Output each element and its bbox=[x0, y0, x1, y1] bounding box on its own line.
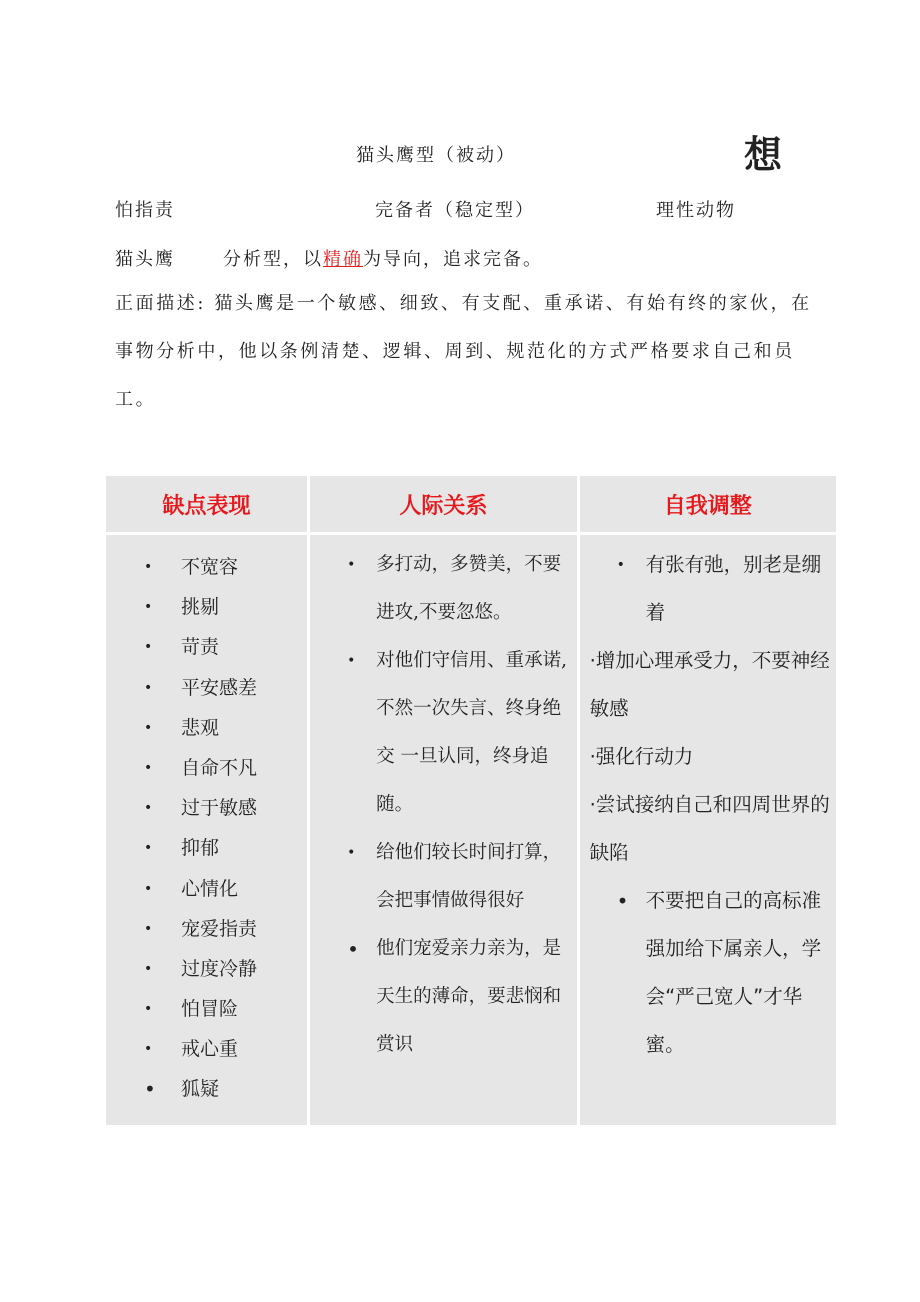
desc-highlight: 精确 bbox=[323, 249, 363, 270]
list-item: • 不宽容 bbox=[106, 547, 307, 587]
list-item: • 挑剔 bbox=[106, 587, 307, 627]
list-item bbox=[310, 925, 572, 1069]
bullet-icon: • bbox=[616, 889, 629, 913]
list-item bbox=[590, 877, 832, 1069]
list-item: • 狐疑 bbox=[106, 1069, 307, 1109]
left-label: 怕指责 bbox=[115, 200, 175, 221]
bullet-icon: • bbox=[347, 557, 356, 573]
right-label: 理性动物 bbox=[656, 200, 736, 221]
self-adjust-list bbox=[580, 535, 836, 1069]
list-item: ·强化行动力 bbox=[589, 745, 694, 768]
bullet-icon: • bbox=[347, 937, 359, 961]
header-weaknesses: 缺点表现 bbox=[105, 475, 309, 534]
animal-name: 猫头鹰 bbox=[115, 249, 175, 270]
list-item: ·增加心理承受力，不要神经敏感 bbox=[589, 649, 830, 720]
header-relations: 人际关系 bbox=[309, 475, 578, 534]
item-text: 多打动，多赞美，不要进攻,不要忽悠。 bbox=[376, 554, 562, 623]
trait-table bbox=[103, 473, 839, 1128]
list-item bbox=[310, 637, 572, 829]
list-item: • 过度冷静 bbox=[106, 949, 307, 989]
bullet-icon: • bbox=[616, 557, 625, 573]
bullet-icon: • bbox=[347, 653, 356, 669]
weakness-cell bbox=[105, 534, 309, 1127]
list-item: • 悲观 bbox=[106, 708, 307, 748]
self-adjust-cell bbox=[578, 534, 837, 1127]
item-text: 有张有弛，别老是绷着 bbox=[645, 553, 822, 624]
list-item: • 平安感差 bbox=[106, 668, 307, 708]
center-title: 猫头鹰型（被动） bbox=[356, 145, 516, 166]
list-item: ·尝试接纳自己和四周世界的缺陷 bbox=[589, 793, 830, 864]
list-item: • 怕冒险 bbox=[106, 989, 307, 1029]
list-item: • 戒心重 bbox=[106, 1029, 307, 1069]
weakness-list bbox=[106, 535, 307, 1110]
list-item: • 抑郁 bbox=[106, 828, 307, 868]
bullet-icon: • bbox=[347, 845, 356, 861]
list-item bbox=[310, 829, 572, 925]
relations-list bbox=[310, 535, 576, 1069]
desc-prefix: 分析型，以 bbox=[223, 249, 323, 270]
header-self-adjust: 自我调整 bbox=[578, 475, 837, 534]
type-description bbox=[223, 245, 543, 271]
item-text: 对他们守信用、重承诺,不然一次失言、终身绝交 一旦认同，终身追随。 bbox=[376, 650, 567, 815]
list-item bbox=[310, 541, 572, 637]
relations-cell bbox=[309, 534, 578, 1127]
list-item: • 过于敏感 bbox=[106, 788, 307, 828]
item-text: 不要把自己的高标准强加给下属亲人，学会“严己宽人”才华蜜。 bbox=[645, 889, 822, 1056]
list-item: • 自命不凡 bbox=[106, 748, 307, 788]
desc-suffix: 为导向，追求完备。 bbox=[363, 249, 543, 270]
item-text: 他们宠爱亲力亲为，是天生的薄命，要悲悯和赏识 bbox=[376, 938, 562, 1055]
list-item bbox=[590, 541, 832, 637]
item-text: 给他们较长时间打算，会把事情做得很好 bbox=[376, 842, 562, 911]
list-item: • 苛责 bbox=[106, 627, 307, 667]
list-item: • 心情化 bbox=[106, 869, 307, 909]
mid-label: 完备者（稳定型） bbox=[375, 200, 535, 221]
list-item: • 宠爱指责 bbox=[106, 909, 307, 949]
positive-description: 正面描述: 猫头鹰是一个敏感、细致、有支配、重承诺、有始有终的家伙，在事物分析中，他以条例清楚、逻辑、周到、规范化的方式严格要求自己和员工。 bbox=[115, 293, 812, 410]
big-character: 想 bbox=[744, 133, 783, 177]
